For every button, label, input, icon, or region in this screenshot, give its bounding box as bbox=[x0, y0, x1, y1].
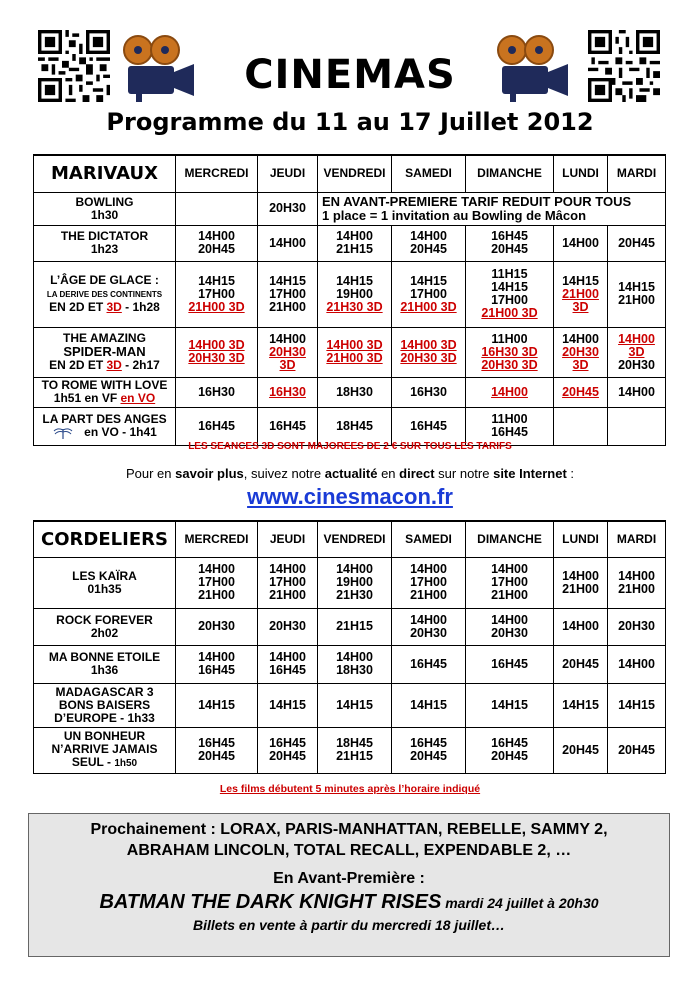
showtime-cell: 14H00 18H30 bbox=[318, 645, 392, 683]
showtime-cell: 18H45 21H15 bbox=[318, 727, 392, 773]
showtime-cell: 14H00 bbox=[554, 225, 608, 261]
showtime-cell: 14H00 20H30 3D bbox=[258, 327, 318, 377]
showtime-cell: 14H00 16H45 bbox=[258, 645, 318, 683]
showtime-cell: 14H15 bbox=[392, 683, 466, 727]
day-header: MARDI bbox=[608, 155, 666, 192]
showtime-cell: 14H00 20H45 bbox=[392, 225, 466, 261]
showtime-cell: 16H30 bbox=[176, 377, 258, 407]
website-link[interactable]: www.cinesmacon.fr bbox=[247, 484, 453, 509]
film-title: LES KAÏRA 01h35 bbox=[34, 557, 176, 608]
showtime-cell: 14H00 20H30 bbox=[392, 608, 466, 645]
showtime-cell: 14H15 21H00 bbox=[608, 261, 666, 327]
film-title: UN BONHEUR N’ARRIVE JAMAIS SEUL - 1h50 bbox=[34, 727, 176, 773]
showtime-cell: 20H30 bbox=[176, 608, 258, 645]
day-header: DIMANCHE bbox=[466, 155, 554, 192]
showtime-cell: 14H15 19H00 21H30 3D bbox=[318, 261, 392, 327]
showtime-cell: 11H00 16H45 bbox=[466, 407, 554, 445]
start-time-note: Les films débutent 5 minutes après l’horaire indiqué bbox=[219, 783, 481, 795]
showtime-cell: 14H15 17H00 21H00 3D bbox=[392, 261, 466, 327]
showtime-cell: 14H00 21H00 bbox=[608, 557, 666, 608]
showtime-cell: 14H00 bbox=[466, 377, 554, 407]
showtime-cell: 14H00 bbox=[554, 608, 608, 645]
table-row bbox=[34, 377, 666, 407]
day-header: VENDREDI bbox=[318, 155, 392, 192]
showtime-cell bbox=[608, 407, 666, 445]
showtime-cell: 14H00 20H30 bbox=[466, 608, 554, 645]
showtime-cell: 14H00 bbox=[608, 377, 666, 407]
showtime-cell: 14H00 3D 21H00 3D bbox=[318, 327, 392, 377]
day-header: MERCREDI bbox=[176, 521, 258, 557]
showtime-cell: 20H30 bbox=[608, 608, 666, 645]
table-row bbox=[34, 727, 666, 773]
showtime-cell: 14H00 3D 20H30 3D bbox=[176, 327, 258, 377]
showtime-cell: 20H45 bbox=[554, 377, 608, 407]
table-row bbox=[34, 608, 666, 645]
day-header: VENDREDI bbox=[318, 521, 392, 557]
film-title: THE DICTATOR 1h23 bbox=[34, 225, 176, 261]
ticket-sale-note: Billets en vente à partir du mercredi 18 juillet… bbox=[193, 917, 505, 933]
film-title: ROCK FOREVER 2h02 bbox=[34, 608, 176, 645]
showtime-cell bbox=[176, 192, 258, 225]
film-title: MA BONNE ETOILE 1h36 bbox=[34, 645, 176, 683]
table-header-row bbox=[34, 521, 666, 557]
showtime-cell: 14H15 bbox=[466, 683, 554, 727]
cinema-name: CORDELIERS bbox=[34, 521, 176, 557]
film-title: BOWLING 1h30 bbox=[34, 192, 176, 225]
showtime-cell: 14H00 21H15 bbox=[318, 225, 392, 261]
cinema-name: MARIVAUX bbox=[34, 155, 176, 192]
preview-heading: En Avant-Première : bbox=[273, 870, 425, 887]
showtime-cell: 16H30 bbox=[258, 377, 318, 407]
showtime-cell: 16H45 bbox=[466, 645, 554, 683]
table-row bbox=[34, 557, 666, 608]
showtime-cell: 14H00 17H00 21H00 bbox=[258, 557, 318, 608]
showtime-cell: 16H45 20H45 bbox=[466, 727, 554, 773]
table-header-row bbox=[34, 155, 666, 192]
day-header: LUNDI bbox=[554, 521, 608, 557]
marivaux-schedule-table bbox=[33, 154, 666, 446]
showtime-cell: 14H00 19H00 21H30 bbox=[318, 557, 392, 608]
page-title: CINEMAS bbox=[244, 52, 456, 98]
day-header: JEUDI bbox=[258, 155, 318, 192]
showtime-cell: 20H45 bbox=[554, 645, 608, 683]
day-header: SAMEDI bbox=[392, 155, 466, 192]
day-header: SAMEDI bbox=[392, 521, 466, 557]
showtime-cell: 14H15 bbox=[608, 683, 666, 727]
film-title: L’ÂGE DE GLACE : LA DERIVE DES CONTINENTS EN 2D ET 3D - 1h28 bbox=[34, 261, 176, 327]
showtime-cell: 14H15 21H00 3D bbox=[554, 261, 608, 327]
cannes-palm-icon bbox=[52, 426, 74, 440]
film-title: LA PART DES ANGES en VO - 1h41 bbox=[34, 407, 176, 445]
showtime-cell: 14H00 3D 20H30 3D bbox=[392, 327, 466, 377]
showtime-cell: 14H00 20H45 bbox=[176, 225, 258, 261]
showtime-cell: 18H45 bbox=[318, 407, 392, 445]
showtime-cell: 20H45 bbox=[608, 225, 666, 261]
showtime-cell: 14H00 20H30 3D bbox=[554, 327, 608, 377]
showtime-cell: 14H00 3D 20H30 bbox=[608, 327, 666, 377]
cordeliers-schedule-table bbox=[33, 520, 666, 774]
day-header: MARDI bbox=[608, 521, 666, 557]
showtime-cell: 16H45 20H45 bbox=[176, 727, 258, 773]
day-header: DIMANCHE bbox=[466, 521, 554, 557]
showtime-cell: 14H15 bbox=[176, 683, 258, 727]
table-row bbox=[34, 225, 666, 261]
day-header: LUNDI bbox=[554, 155, 608, 192]
showtime-cell: 16H45 bbox=[392, 645, 466, 683]
showtime-cell: 16H30 bbox=[392, 377, 466, 407]
table-row bbox=[34, 192, 666, 225]
table-row bbox=[34, 683, 666, 727]
promo-text: EN AVANT-PREMIERE TARIF REDUIT POUR TOUS 1 place = 1 invitation au Bowling de Mâcon bbox=[318, 192, 666, 225]
showtime-cell: 16H45 20H45 bbox=[392, 727, 466, 773]
film-title: MADAGASCAR 3 BONS BAISERS D’EUROPE - 1h33 bbox=[34, 683, 176, 727]
showtime-cell: 14H00 bbox=[608, 645, 666, 683]
showtime-cell: 14H15 bbox=[258, 683, 318, 727]
showtime-cell: 14H15 17H00 21H00 bbox=[258, 261, 318, 327]
preview-film: BATMAN THE DARK KNIGHT RISES mardi 24 juillet à 20h30 bbox=[99, 891, 599, 913]
showtime-cell: 20H45 bbox=[554, 727, 608, 773]
showtime-cell: 16H45 bbox=[176, 407, 258, 445]
showtime-cell: 14H00 17H00 21H00 bbox=[466, 557, 554, 608]
showtime-cell: 16H45 bbox=[392, 407, 466, 445]
film-title: TO ROME WITH LOVE 1h51 en VF en VO bbox=[34, 377, 176, 407]
day-header: JEUDI bbox=[258, 521, 318, 557]
showtime-cell: 20H30 bbox=[258, 192, 318, 225]
showtime-cell: 21H15 bbox=[318, 608, 392, 645]
showtime-cell: 16H45 bbox=[258, 407, 318, 445]
showtime-cell: 14H00 17H00 21H00 bbox=[176, 557, 258, 608]
showtime-cell: 16H45 20H45 bbox=[258, 727, 318, 773]
showtime-cell: 14H00 21H00 bbox=[554, 557, 608, 608]
note-3d-surcharge: LES SEANCES 3D SONT MAJOREES DE 2 € SUR TOUS LES TARIFS bbox=[188, 441, 512, 452]
showtime-cell: 11H15 14H15 17H00 21H00 3D bbox=[466, 261, 554, 327]
showtime-cell: 20H30 bbox=[258, 608, 318, 645]
showtime-cell: 11H00 16H30 3D 20H30 3D bbox=[466, 327, 554, 377]
day-header: MERCREDI bbox=[176, 155, 258, 192]
showtime-cell: 14H15 bbox=[554, 683, 608, 727]
upcoming-films-box bbox=[28, 813, 670, 957]
showtime-cell: 18H30 bbox=[318, 377, 392, 407]
info-line: Pour en savoir plus, suivez notre actualité en direct sur notre site Internet : bbox=[125, 466, 575, 481]
table-row bbox=[34, 261, 666, 327]
showtime-cell: 14H15 bbox=[318, 683, 392, 727]
showtime-cell: 14H00 16H45 bbox=[176, 645, 258, 683]
showtime-cell: 14H00 17H00 21H00 bbox=[392, 557, 466, 608]
table-row bbox=[34, 407, 666, 445]
page-subtitle: Programme du 11 au 17 Juillet 2012 bbox=[106, 108, 594, 136]
table-row bbox=[34, 327, 666, 377]
showtime-cell: 20H45 bbox=[608, 727, 666, 773]
showtime-cell: 14H15 17H00 21H00 3D bbox=[176, 261, 258, 327]
showtime-cell: 14H00 bbox=[258, 225, 318, 261]
upcoming-line: ABRAHAM LINCOLN, TOTAL RECALL, EXPENDABLE 2, … bbox=[126, 842, 572, 859]
upcoming-line: Prochainement : LORAX, PARIS-MANHATTAN, REBELLE, SAMMY 2, bbox=[90, 821, 608, 838]
film-title: THE AMAZING SPIDER-MAN EN 2D ET 3D - 2h17 bbox=[34, 327, 176, 377]
table-row bbox=[34, 645, 666, 683]
showtime-cell: 16H45 20H45 bbox=[466, 225, 554, 261]
showtime-cell bbox=[554, 407, 608, 445]
